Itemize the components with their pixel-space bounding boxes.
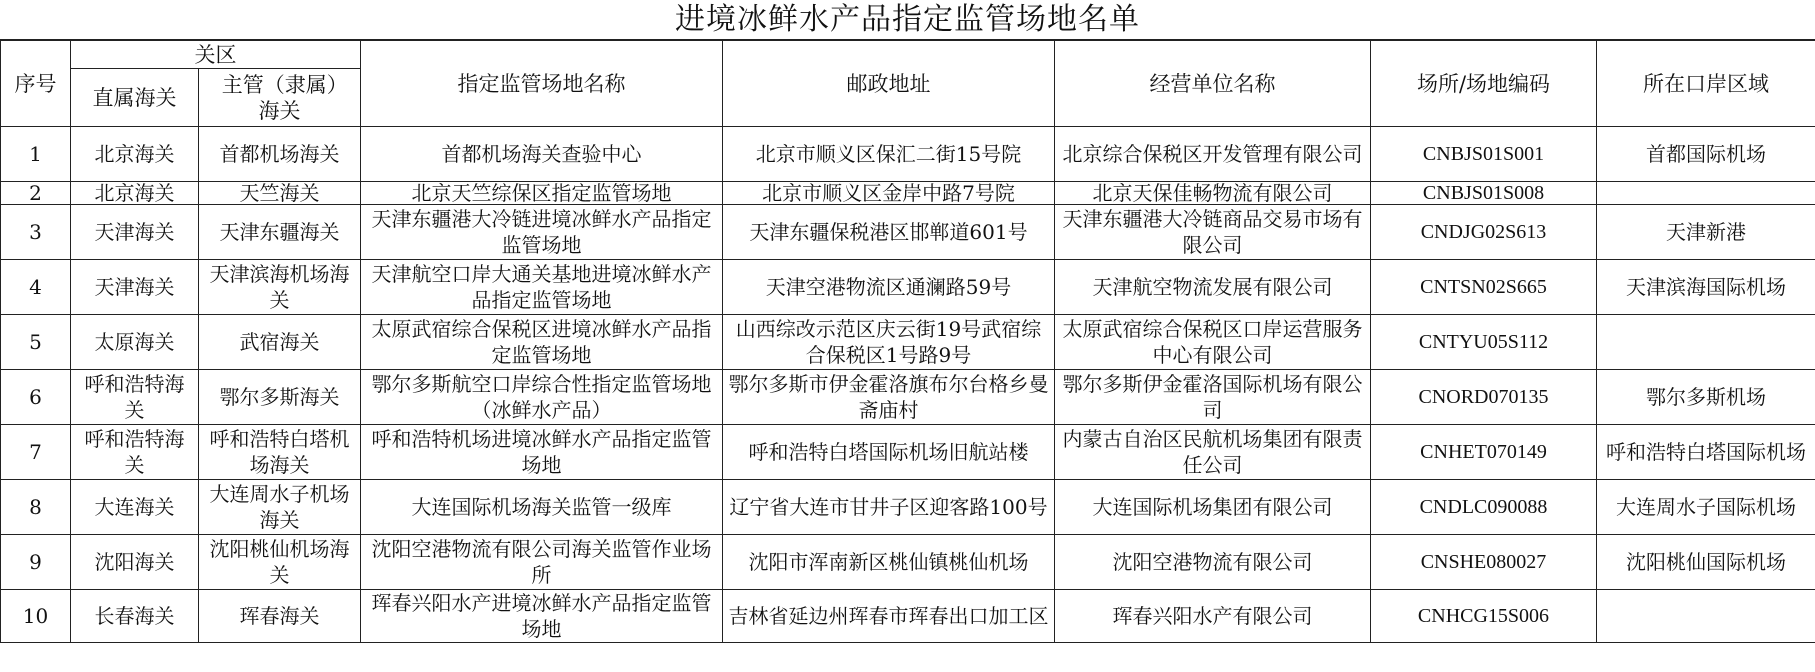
cell-supervising-customs: 沈阳桃仙机场海关 — [199, 535, 361, 590]
cell-seq: 2 — [1, 182, 71, 205]
cell-supervising-customs: 大连周水子机场海关 — [199, 480, 361, 535]
cell-port-area — [1597, 590, 1815, 643]
cell-site-code: CNSHE080027 — [1371, 535, 1597, 590]
cell-site-code: CNDJG02S613 — [1371, 205, 1597, 260]
cell-operator: 北京天保佳畅物流有限公司 — [1055, 182, 1371, 205]
cell-postal-address: 天津东疆保税港区邯郸道601号 — [723, 205, 1055, 260]
cell-site-name: 首都机场海关查验中心 — [361, 127, 723, 182]
cell-postal-address: 鄂尔多斯市伊金霍洛旗布尔台格乡曼斋庙村 — [723, 370, 1055, 425]
cell-site-name: 太原武宿综合保税区进境冰鲜水产品指定监管场地 — [361, 315, 723, 370]
header-site-code: 场所/场地编码 — [1371, 41, 1597, 127]
cell-site-code: CNTYU05S112 — [1371, 315, 1597, 370]
cell-site-code: CNTSN02S665 — [1371, 260, 1597, 315]
cell-operator: 沈阳空港物流有限公司 — [1055, 535, 1371, 590]
page-title: 进境冰鲜水产品指定监管场地名单 — [0, 0, 1815, 40]
table-row — [1, 370, 1815, 425]
cell-site-code: CNDLC090088 — [1371, 480, 1597, 535]
table-row — [1, 127, 1815, 182]
header-customs-group: 关区 — [71, 41, 361, 69]
cell-supervising-customs: 天津东疆海关 — [199, 205, 361, 260]
cell-supervising-customs: 天竺海关 — [199, 182, 361, 205]
cell-operator: 珲春兴阳水产有限公司 — [1055, 590, 1371, 643]
cell-seq: 3 — [1, 205, 71, 260]
cell-operator: 大连国际机场集团有限公司 — [1055, 480, 1371, 535]
cell-operator: 内蒙古自治区民航机场集团有限责任公司 — [1055, 425, 1371, 480]
table-row — [1, 182, 1815, 205]
cell-seq: 8 — [1, 480, 71, 535]
cell-direct-customs: 沈阳海关 — [71, 535, 199, 590]
cell-port-area: 大连周水子国际机场 — [1597, 480, 1815, 535]
cell-seq: 10 — [1, 590, 71, 643]
cell-site-name: 呼和浩特机场进境冰鲜水产品指定监管场地 — [361, 425, 723, 480]
cell-seq: 9 — [1, 535, 71, 590]
cell-operator: 鄂尔多斯伊金霍洛国际机场有限公司 — [1055, 370, 1371, 425]
header-supervising-customs: 主管（隶属）海关 — [199, 69, 361, 127]
cell-port-area: 天津新港 — [1597, 205, 1815, 260]
cell-seq: 1 — [1, 127, 71, 182]
table-body — [1, 127, 1815, 643]
header-port-area: 所在口岸区域 — [1597, 41, 1815, 127]
cell-supervising-customs: 首都机场海关 — [199, 127, 361, 182]
header-direct-customs: 直属海关 — [71, 69, 199, 127]
cell-operator: 天津航空物流发展有限公司 — [1055, 260, 1371, 315]
cell-port-area: 沈阳桃仙国际机场 — [1597, 535, 1815, 590]
cell-seq: 7 — [1, 425, 71, 480]
table-row — [1, 590, 1815, 643]
cell-port-area: 鄂尔多斯机场 — [1597, 370, 1815, 425]
cell-direct-customs: 呼和浩特海关 — [71, 425, 199, 480]
cell-port-area: 天津滨海国际机场 — [1597, 260, 1815, 315]
table-row — [1, 535, 1815, 590]
cell-postal-address: 北京市顺义区金岸中路7号院 — [723, 182, 1055, 205]
cell-operator: 北京综合保税区开发管理有限公司 — [1055, 127, 1371, 182]
cell-direct-customs: 大连海关 — [71, 480, 199, 535]
cell-postal-address: 吉林省延边州珲春市珲春出口加工区 — [723, 590, 1055, 643]
cell-site-code: CNHET070149 — [1371, 425, 1597, 480]
cell-site-code: CNBJS01S008 — [1371, 182, 1597, 205]
cell-port-area: 呼和浩特白塔国际机场 — [1597, 425, 1815, 480]
cell-supervising-customs: 鄂尔多斯海关 — [199, 370, 361, 425]
header-postal-address: 邮政地址 — [723, 41, 1055, 127]
cell-direct-customs: 太原海关 — [71, 315, 199, 370]
cell-site-name: 沈阳空港物流有限公司海关监管作业场所 — [361, 535, 723, 590]
cell-site-name: 天津航空口岸大通关基地进境冰鲜水产品指定监管场地 — [361, 260, 723, 315]
cell-site-code: CNBJS01S001 — [1371, 127, 1597, 182]
table-row — [1, 205, 1815, 260]
cell-seq: 4 — [1, 260, 71, 315]
cell-operator: 天津东疆港大冷链商品交易市场有限公司 — [1055, 205, 1371, 260]
cell-postal-address: 辽宁省大连市甘井子区迎客路100号 — [723, 480, 1055, 535]
cell-seq: 6 — [1, 370, 71, 425]
cell-supervising-customs: 天津滨海机场海关 — [199, 260, 361, 315]
table-row — [1, 480, 1815, 535]
cell-supervising-customs: 呼和浩特白塔机场海关 — [199, 425, 361, 480]
cell-direct-customs: 北京海关 — [71, 182, 199, 205]
cell-seq: 5 — [1, 315, 71, 370]
cell-postal-address: 呼和浩特白塔国际机场旧航站楼 — [723, 425, 1055, 480]
cell-site-code: CNORD070135 — [1371, 370, 1597, 425]
table-row — [1, 425, 1815, 480]
cell-port-area — [1597, 315, 1815, 370]
cell-port-area: 首都国际机场 — [1597, 127, 1815, 182]
header-operator: 经营单位名称 — [1055, 41, 1371, 127]
cell-site-name: 珲春兴阳水产进境冰鲜水产品指定监管场地 — [361, 590, 723, 643]
cell-postal-address: 北京市顺义区保汇二街15号院 — [723, 127, 1055, 182]
cell-supervising-customs: 武宿海关 — [199, 315, 361, 370]
cell-site-name: 大连国际机场海关监管一级库 — [361, 480, 723, 535]
table-row — [1, 260, 1815, 315]
cell-supervising-customs: 珲春海关 — [199, 590, 361, 643]
cell-site-name: 北京天竺综保区指定监管场地 — [361, 182, 723, 205]
cell-direct-customs: 长春海关 — [71, 590, 199, 643]
cell-postal-address: 沈阳市浑南新区桃仙镇桃仙机场 — [723, 535, 1055, 590]
cell-postal-address: 山西综改示范区庆云街19号武宿综合保税区1号路9号 — [723, 315, 1055, 370]
cell-operator: 太原武宿综合保税区口岸运营服务中心有限公司 — [1055, 315, 1371, 370]
cell-postal-address: 天津空港物流区通澜路59号 — [723, 260, 1055, 315]
cell-direct-customs: 北京海关 — [71, 127, 199, 182]
cell-site-name: 鄂尔多斯航空口岸综合性指定监管场地（冰鲜水产品） — [361, 370, 723, 425]
cell-port-area — [1597, 182, 1815, 205]
table-row — [1, 315, 1815, 370]
cell-site-code: CNHCG15S006 — [1371, 590, 1597, 643]
header-site-name: 指定监管场地名称 — [361, 41, 723, 127]
header-seq: 序号 — [1, 41, 71, 127]
cell-site-name: 天津东疆港大冷链进境冰鲜水产品指定监管场地 — [361, 205, 723, 260]
table-header — [1, 41, 1815, 127]
cell-direct-customs: 天津海关 — [71, 260, 199, 315]
cell-direct-customs: 天津海关 — [71, 205, 199, 260]
site-list-table — [0, 40, 1815, 643]
cell-direct-customs: 呼和浩特海关 — [71, 370, 199, 425]
